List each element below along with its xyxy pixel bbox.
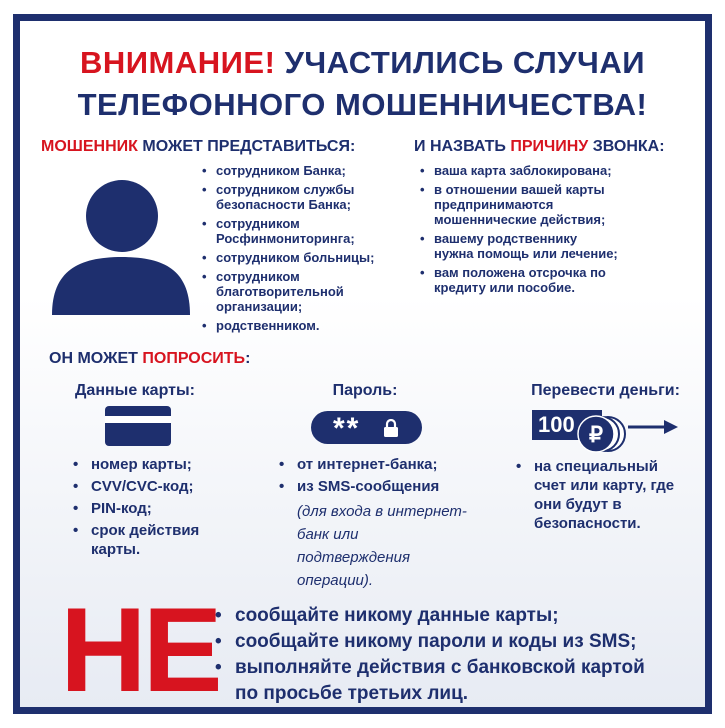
ne-warning: НЕ	[60, 583, 219, 717]
transfer-title: Перевести деньги:	[531, 382, 680, 399]
title-increased: УЧАСТИЛИСЬ СЛУЧАИ	[284, 45, 645, 80]
list-item-continuation: по просьбе третьих лиц.	[235, 683, 469, 704]
list-item: • от интернет-банка;	[279, 455, 479, 474]
list-item: • на специальный счет или карту, где они будут в безопасности.	[516, 457, 691, 533]
person-icon	[50, 173, 190, 315]
title-line-2: ТЕЛЕФОННОГО МОШЕННИЧЕСТВА!	[77, 87, 648, 122]
ask-header: ОН МОЖЕТ ПОПРОСИТЬ:	[49, 350, 251, 367]
card-data-list	[73, 455, 233, 562]
list-item: • вам положена отсрочка по кредиту или пособие.	[420, 265, 620, 295]
list-item: • сообщайте никому данные карты;	[213, 603, 693, 629]
impersonation-list	[202, 163, 407, 337]
password-title: Пароль:	[332, 382, 398, 399]
list-item: • PIN-код;	[73, 499, 233, 518]
reason-list	[420, 163, 620, 299]
card-data-title: Данные карты:	[75, 382, 195, 399]
list-item: • родственником.	[202, 318, 407, 333]
list-item: • в отношении вашей карты предпринимаются мошеннические действия;	[420, 182, 620, 227]
list-item: • сотрудником Росфинмониторинга;	[202, 216, 407, 246]
title-warning: ВНИМАНИЕ!	[80, 45, 276, 80]
title-line-1	[0, 44, 725, 82]
transfer-list	[516, 457, 691, 536]
list-item: • ваша карта заблокирована;	[420, 163, 620, 178]
banknote-amount: 100	[538, 412, 575, 437]
arrow-right-icon	[628, 420, 678, 434]
list-item: • сотрудником благотворительной организации;	[202, 269, 407, 314]
password-list	[279, 455, 479, 499]
reason-header: И НАЗВАТЬ ПРИЧИНУ ЗВОНКА:	[414, 138, 665, 155]
list-item: • выполняйте действия с банковской картой	[213, 655, 693, 681]
credit-card-icon	[105, 406, 171, 446]
password-note: (для входа в интернет-банк или подтверждения операции).	[297, 503, 467, 589]
ruble-coins-icon	[576, 411, 626, 457]
svg-text:₽: ₽	[589, 422, 603, 447]
list-item: • сотрудником Банка;	[202, 163, 407, 178]
list-item: • CVV/CVC-код;	[73, 477, 233, 496]
list-item: • срок действия карты.	[73, 521, 233, 559]
do-not-list	[213, 603, 693, 707]
list-item: • вашему родственнику нужна помощь или лечение;	[420, 231, 620, 261]
list-item: • номер карты;	[73, 455, 233, 474]
list-item: • сообщайте никому пароли и коды из SMS;	[213, 629, 693, 655]
impersonation-header: МОШЕННИК МОЖЕТ ПРЕДСТАВИТЬСЯ:	[41, 138, 356, 155]
list-item: • из SMS-сообщения	[279, 477, 479, 496]
list-item: • сотрудником больницы;	[202, 250, 407, 265]
password-badge	[311, 411, 422, 444]
password-asterisks: **	[333, 412, 361, 445]
list-item: • сотрудником службы безопасности Банка;	[202, 182, 407, 212]
lock-icon	[383, 419, 399, 437]
